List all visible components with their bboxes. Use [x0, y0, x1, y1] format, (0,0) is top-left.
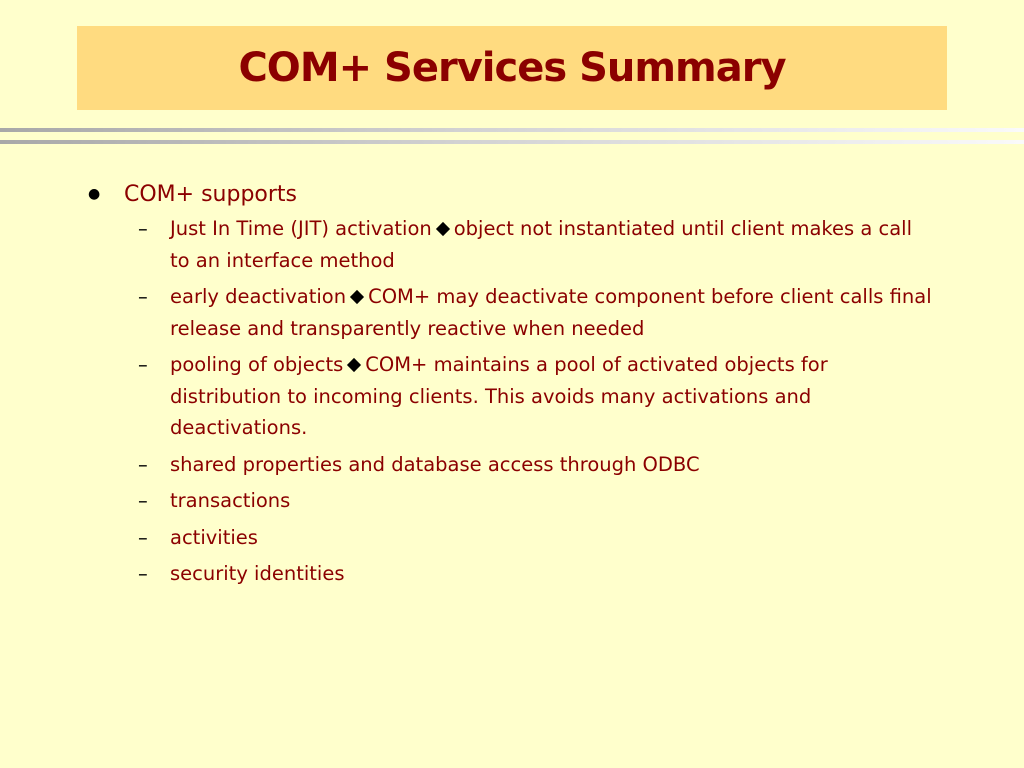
diamond-icon: [436, 221, 450, 235]
sub-item-shared-properties: [84, 449, 934, 481]
slide-title: COM+ Services Summary: [238, 45, 786, 91]
dash-icon: –: [138, 452, 148, 476]
sub-item-text: transactions: [170, 489, 291, 512]
sub-item-text: shared properties and database access through ODBC: [170, 452, 700, 476]
sub-item-term: pooling of objects: [170, 353, 344, 376]
sub-item-transactions: [84, 485, 934, 517]
sub-item-desc: object not instantiated until client makes a call to an interface method: [170, 217, 912, 272]
sub-item-term: early deactivation: [170, 285, 347, 308]
dash-icon: –: [138, 562, 148, 585]
dash-icon: –: [138, 217, 148, 240]
sub-item-term: Just In Time (JIT) activation: [170, 217, 432, 240]
dash-icon: –: [138, 489, 148, 512]
sub-item-desc: COM+ may deactivate component before client calls final release and transparently reactive when needed: [170, 285, 932, 340]
title-banner: [77, 26, 947, 110]
divider-top: [0, 128, 1024, 132]
sub-item-jit: [84, 213, 934, 276]
slide-content: [84, 178, 934, 595]
sub-item-early-deactivation: [84, 281, 934, 344]
bullet-dot-icon: ●: [88, 186, 101, 202]
sub-item-desc: COM+ maintains a pool of activated objects for distribution to incoming clients. This avoids many activations and deactivations.: [170, 353, 828, 439]
sub-bullet-list: [84, 213, 934, 590]
sub-item-security-identities: [84, 558, 934, 590]
dash-icon: –: [138, 525, 148, 549]
bullet-text: COM+ supports: [124, 182, 298, 207]
sub-item-text: security identities: [170, 562, 345, 585]
bullet-item: [84, 178, 934, 211]
divider-bottom: [0, 140, 1024, 144]
dash-icon: –: [138, 285, 148, 308]
sub-item-activities: [84, 522, 934, 554]
sub-item-pooling: [84, 349, 934, 444]
sub-item-text: activities: [170, 525, 258, 549]
diamond-icon: [347, 357, 361, 371]
dash-icon: –: [138, 353, 148, 376]
diamond-icon: [350, 289, 364, 303]
